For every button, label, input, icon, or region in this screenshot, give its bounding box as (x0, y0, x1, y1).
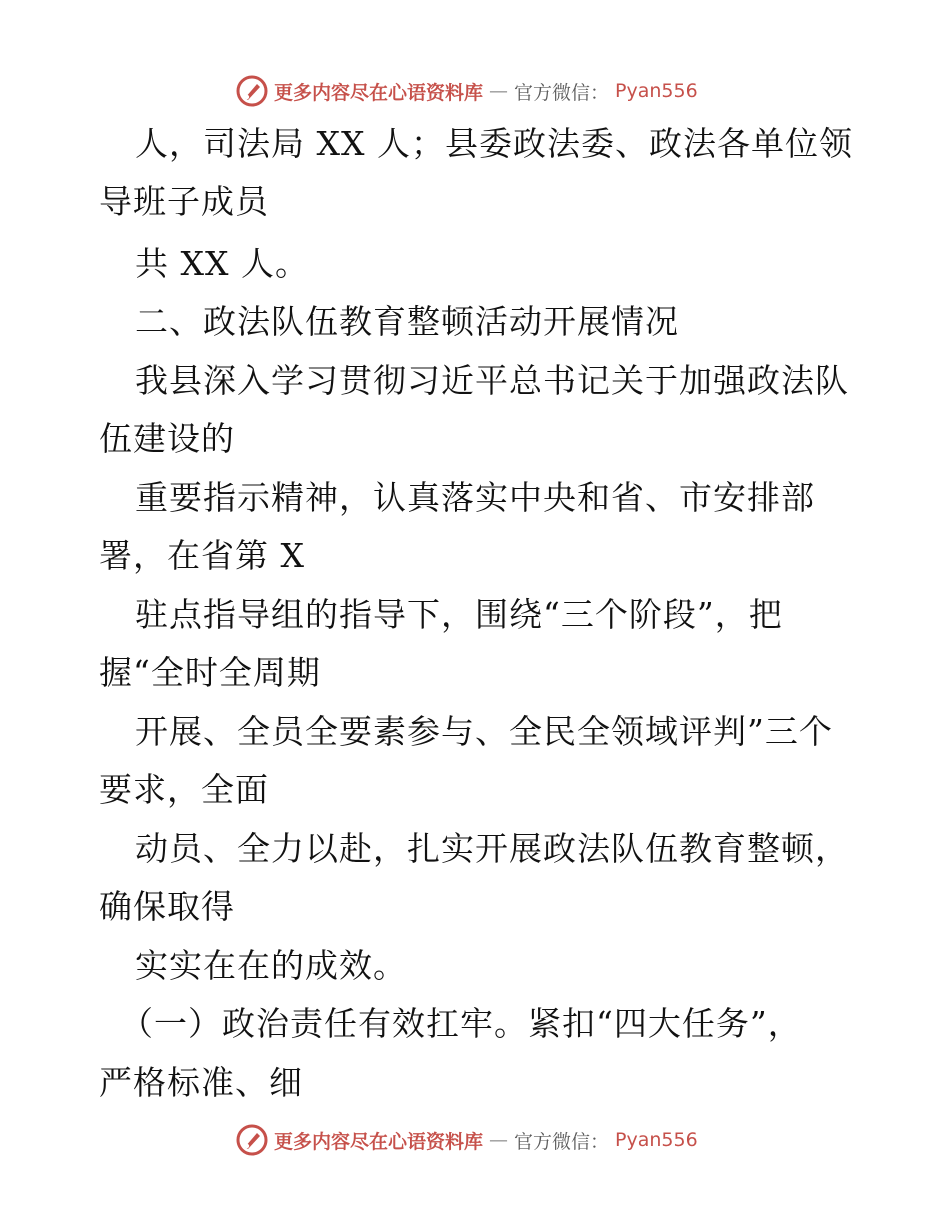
text-line: 我县深入学习贯彻习近平总书记关于加强政法队 (135, 361, 849, 400)
watermark-tail: 官方微信： (514, 1130, 610, 1153)
text-line: 导班子成员 (99, 182, 269, 221)
quill-logo-icon (236, 75, 268, 107)
text-line: 开展、全员全要素参与、全民全领域评判”三个 (135, 712, 833, 751)
text-line: 确保取得 (99, 887, 235, 926)
watermark-id: Pyan556 (615, 80, 698, 102)
footer-watermark (236, 1123, 698, 1157)
text-line: 要求，全面 (99, 770, 269, 809)
text-line: 署，在省第 X (99, 536, 305, 575)
section-heading: 二、政法队伍教育整顿活动开展情况 (135, 302, 679, 341)
text-line: 驻点指导组的指导下，围绕“三个阶段”，把 (135, 595, 783, 634)
watermark-tail: 官方微信： (514, 81, 610, 104)
quill-logo-icon (236, 1124, 268, 1156)
text-line: 伍建设的 (99, 419, 235, 458)
header-watermark (236, 74, 698, 108)
subsection-heading: （一）政治责任有效扛牢。紧扣“四大任务”， (120, 1004, 802, 1043)
watermark-dash: — (489, 1129, 509, 1151)
text-line: 动员、全力以赴，扎实开展政法队伍教育整顿， (135, 829, 849, 868)
text-line: 握“全时全周期 (99, 653, 321, 692)
watermark-id: Pyan556 (615, 1129, 698, 1151)
watermark-dash: — (489, 80, 509, 102)
watermark-lead: 更多内容尽在心语资料库 (274, 1130, 484, 1153)
text-line: 共 XX 人。 (135, 244, 309, 283)
text-line: 严格标准、细 (99, 1063, 303, 1102)
text-line: 重要指示精神，认真落实中央和省、市安排部 (135, 478, 815, 517)
text-line: 人，司法局 XX 人；县委政法委、政法各单位领 (135, 124, 853, 163)
watermark-lead: 更多内容尽在心语资料库 (274, 81, 484, 104)
text-line: 实实在在的成效。 (135, 946, 407, 985)
